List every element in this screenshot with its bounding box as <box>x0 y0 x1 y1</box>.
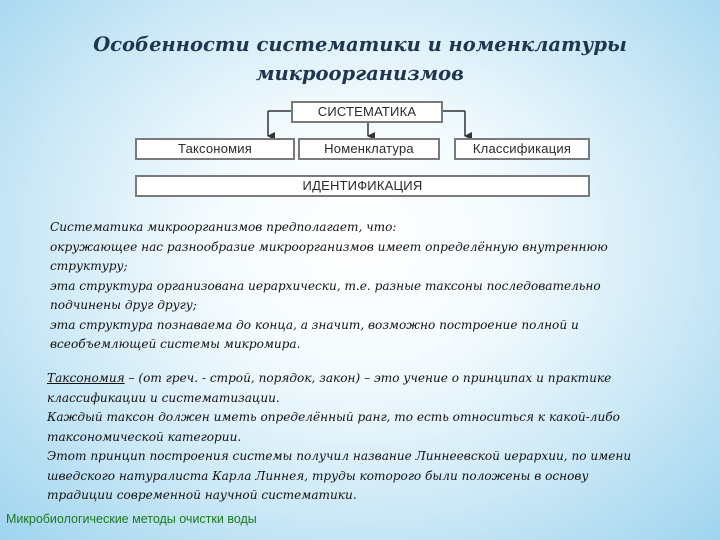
systematics-desc-line: структуру; <box>50 259 128 273</box>
systematics-desc-line: эта структура организована иерархически, т.е. разные таксоны последовательно <box>50 278 601 293</box>
taxonomy-def-first-line: – (от греч. - строй, порядок, закон) – это учение о принципах и практике <box>124 371 612 385</box>
systematics-desc-line: окружающее нас разнообразие микроорганизмов имеет определённую внутреннюю <box>50 239 608 254</box>
slide-title-line1: Особенности систематики и номенклатуры <box>93 33 627 56</box>
taxonomy-term: Таксономия <box>47 371 125 385</box>
slide-title-line2: микроорганизмов <box>256 62 464 85</box>
taxonomy-def-line: Этот принцип построения системы получил название Линнеевской иерархии, по имени <box>47 449 632 463</box>
systematics-description <box>50 218 710 355</box>
classification-box <box>454 138 590 160</box>
systematics-box <box>291 101 443 123</box>
taxonomy-label: Таксономия <box>178 141 252 156</box>
systematics-desc-line: всеобъемлющей системы микромира. <box>50 337 301 351</box>
taxonomy-def-line: классификации и систематизации. <box>47 390 280 405</box>
taxonomy-def-line <box>47 369 712 389</box>
identification-box <box>135 175 590 197</box>
classification-label: Классификация <box>472 141 572 156</box>
taxonomy-definition <box>47 369 712 506</box>
systematics-desc-line: эта структура познаваема до конца, а значит, возможно построение полной и <box>50 317 579 332</box>
nomenclature-label: Номенклатура <box>324 141 414 156</box>
systematics-label: СИСТЕМАТИКА <box>317 104 417 119</box>
taxonomy-def-line: таксономической категории. <box>47 429 242 444</box>
systematics-desc-line: Систематика микроорганизмов предполагает, что: <box>50 220 397 234</box>
taxonomy-box <box>135 138 295 160</box>
identification-label: ИДЕНТИФИКАЦИЯ <box>302 178 423 193</box>
footer-caption: Микробиологические методы очистки воды <box>6 512 257 526</box>
nomenclature-box <box>298 138 440 160</box>
taxonomy-def-line: традиции современной научной систематики. <box>47 488 357 502</box>
taxonomy-def-line: шведского натуралиста Карла Линнея, труды которого были положены в основу <box>47 468 589 483</box>
systematics-desc-line: подчинены друг другу; <box>50 298 197 312</box>
taxonomy-def-line: Каждый таксон должен иметь определённый ранг, то есть относиться к какой-либо <box>47 410 620 424</box>
